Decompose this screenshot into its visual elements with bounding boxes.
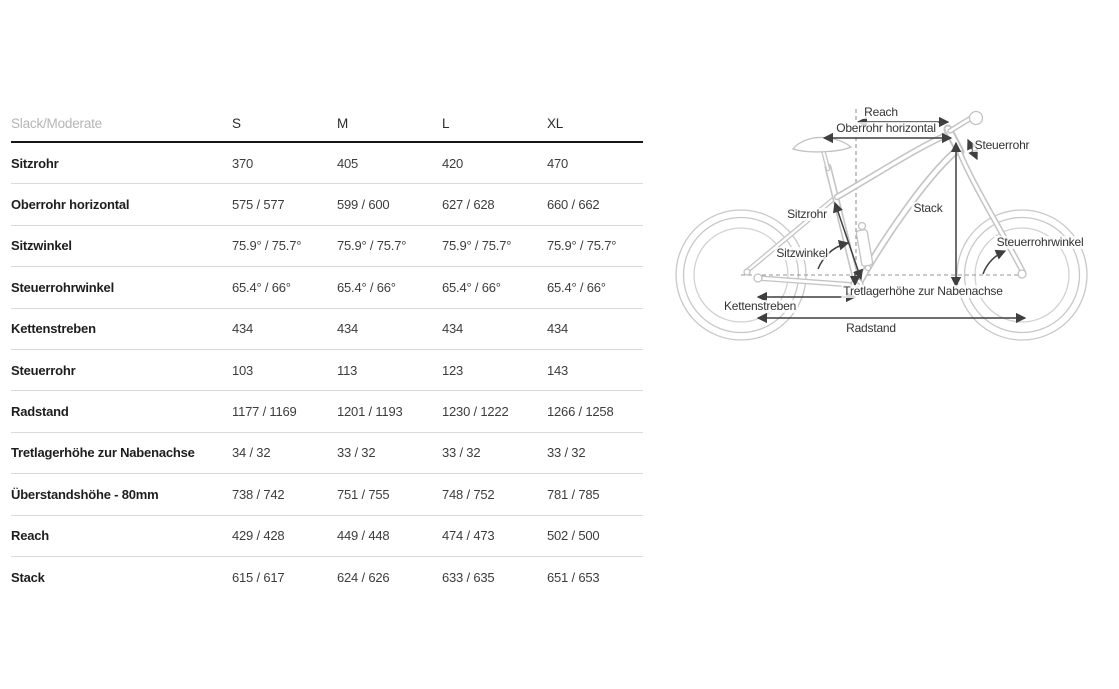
cell-value: 615 / 617 — [232, 569, 285, 585]
table-row — [11, 226, 643, 267]
cell-value: 434 — [547, 321, 569, 337]
table-row — [11, 391, 643, 432]
cell-value: 1201 / 1193 — [337, 404, 403, 420]
table-row — [11, 350, 643, 391]
row-label: Steuerrohr — [11, 362, 76, 378]
diagram-label-reach: Reach — [864, 105, 898, 119]
cell-value: 429 / 428 — [232, 528, 285, 544]
diagram-label-steuerrohr: Steuerrohr — [974, 138, 1030, 152]
row-label: Stack — [11, 569, 45, 585]
cell-value: 33 / 32 — [547, 445, 586, 461]
cell-value: 65.4° / 66° — [337, 279, 396, 295]
row-label: Oberrohr horizontal — [11, 197, 130, 213]
diagram-label-kettenstreben: Kettenstreben — [723, 299, 797, 313]
cell-value: 65.4° / 66° — [442, 279, 501, 295]
row-label: Radstand — [11, 404, 69, 420]
cell-value: 1266 / 1258 — [547, 404, 614, 420]
cell-value: 75.9° / 75.7° — [547, 238, 617, 254]
table-row — [11, 143, 643, 184]
cell-value: 751 / 755 — [337, 486, 390, 502]
cell-value: 75.9° / 75.7° — [337, 238, 407, 254]
cell-value: 502 / 500 — [547, 528, 600, 544]
rear-shock — [856, 229, 873, 266]
table-row — [11, 184, 643, 225]
column-header-m: M — [337, 116, 349, 131]
row-label: Sitzwinkel — [11, 238, 72, 254]
cell-value: 660 / 662 — [547, 197, 600, 213]
cell-value: 434 — [232, 321, 254, 337]
cell-value: 123 — [442, 362, 464, 378]
cell-value: 34 / 32 — [232, 445, 271, 461]
geometry-table — [11, 106, 643, 597]
cell-value: 599 / 600 — [337, 197, 390, 213]
diagram-label-sitzwinkel: Sitzwinkel — [776, 246, 828, 260]
row-label: Reach — [11, 528, 50, 544]
row-label: Steuerrohrwinkel — [11, 279, 114, 295]
cell-value: 65.4° / 66° — [547, 279, 606, 295]
cell-value: 75.9° / 75.7° — [442, 238, 512, 254]
cell-value: 113 — [337, 362, 358, 378]
column-header-s: S — [232, 116, 241, 131]
cell-value: 1230 / 1222 — [442, 404, 509, 420]
cell-value: 651 / 653 — [547, 569, 600, 585]
cell-value: 103 — [232, 362, 254, 378]
cell-value: 748 / 752 — [442, 486, 495, 502]
cell-value: 575 / 577 — [232, 197, 285, 213]
table-row — [11, 474, 643, 515]
cell-value: 405 — [337, 155, 359, 171]
rear-dropout — [754, 274, 762, 282]
table-row — [11, 433, 643, 474]
row-label: Kettenstreben — [11, 321, 96, 337]
cell-value: 781 / 785 — [547, 486, 600, 502]
cell-value: 420 — [442, 155, 464, 171]
bike-geometry-diagram — [672, 95, 1119, 357]
cell-value: 143 — [547, 362, 569, 378]
front-dropout — [1018, 270, 1026, 278]
row-label: Tretlagerhöhe zur Nabenachse — [11, 445, 195, 461]
cell-value: 65.4° / 66° — [232, 279, 291, 295]
table-title: Slack/Moderate — [11, 116, 102, 131]
diagram-label-stack: Stack — [913, 201, 943, 215]
handlebar-grip — [970, 112, 983, 125]
geometry-table-body — [11, 143, 643, 597]
cell-value: 434 — [442, 321, 464, 337]
diagram-label-sitzrohr: Sitzrohr — [787, 207, 827, 221]
row-label: Überstandshöhe - 80mm — [11, 486, 159, 502]
saddle — [793, 137, 851, 151]
table-row — [11, 309, 643, 350]
geometry-table-header — [11, 106, 643, 143]
cell-value: 624 / 626 — [337, 569, 390, 585]
cell-value: 1177 / 1169 — [232, 404, 297, 420]
row-label: Sitzrohr — [11, 155, 59, 171]
cell-value: 370 — [232, 155, 254, 171]
table-row — [11, 516, 643, 557]
cell-value: 633 / 635 — [442, 569, 495, 585]
table-row — [11, 557, 643, 597]
cell-value: 470 — [547, 155, 569, 171]
cell-value: 75.9° / 75.7° — [232, 238, 302, 254]
column-header-l: L — [442, 116, 450, 131]
diagram-label-radstand: Radstand — [846, 321, 896, 335]
steuerrohrwinkel-arc — [983, 251, 1005, 274]
cell-value: 474 / 473 — [442, 528, 495, 544]
diagram-label-tretlagerhoehe: Tretlagerhöhe zur Nabenachse — [843, 284, 1003, 298]
diagram-label-steuerrohrwinkel: Steuerrohrwinkel — [996, 235, 1084, 249]
cell-value: 627 / 628 — [442, 197, 495, 213]
cell-value: 449 / 448 — [337, 528, 390, 544]
diagram-label-oberrohr: Oberrohr horizontal — [836, 121, 936, 135]
reference-lines — [741, 109, 1022, 291]
cell-value: 738 / 742 — [232, 486, 285, 502]
cell-value: 33 / 32 — [442, 445, 481, 461]
column-header-xl: XL — [547, 116, 564, 131]
cell-value: 434 — [337, 321, 359, 337]
table-row — [11, 267, 643, 308]
cell-value: 33 / 32 — [337, 445, 376, 461]
